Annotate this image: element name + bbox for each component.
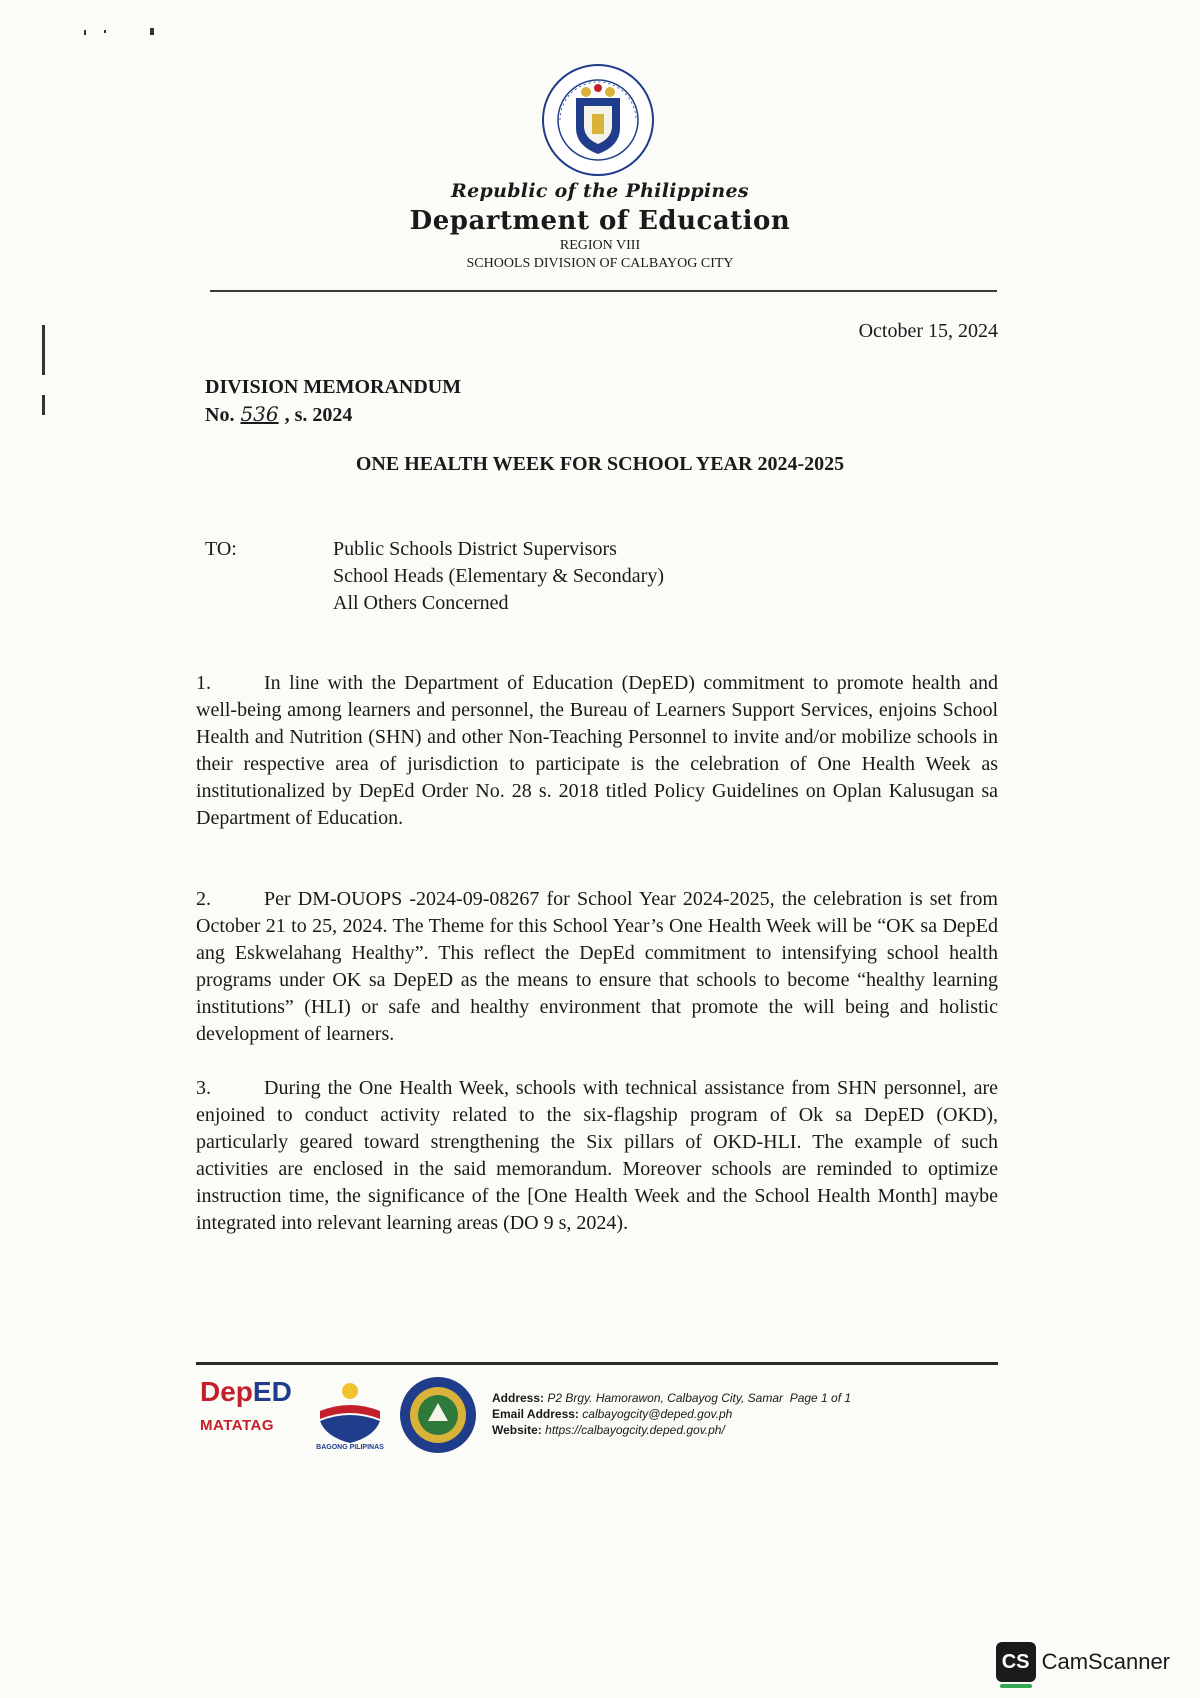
memo-subject: ONE HEALTH WEEK FOR SCHOOL YEAR 2024-2025 bbox=[355, 453, 845, 475]
memo-date: October 15, 2024 bbox=[858, 320, 998, 342]
department-title: Department of Education bbox=[409, 206, 791, 236]
footer-website-line bbox=[492, 1422, 851, 1438]
recipient-item: Public Schools District Supervisors bbox=[333, 538, 617, 560]
footer-logos bbox=[200, 1375, 480, 1455]
matatag-wordmark: MATATAG bbox=[200, 1417, 275, 1434]
paragraph-1 bbox=[196, 670, 998, 832]
footer-address-line bbox=[492, 1390, 851, 1406]
page-indicator: Page 1 of 1 bbox=[789, 1391, 852, 1405]
address-label: Address: bbox=[492, 1391, 545, 1405]
recipient-item: All Others Concerned bbox=[333, 592, 509, 614]
deped-wordmark bbox=[200, 1377, 292, 1407]
footer-divider bbox=[196, 1362, 998, 1365]
deped-ed: ED bbox=[252, 1376, 292, 1407]
memo-no-prefix: No. bbox=[205, 404, 235, 426]
memo-number-line bbox=[205, 402, 352, 427]
header-divider bbox=[210, 290, 997, 292]
scan-speck bbox=[104, 30, 106, 33]
deped-seal-icon bbox=[540, 62, 656, 178]
memo-series: , s. 2024 bbox=[284, 404, 353, 426]
to-label: TO: bbox=[205, 538, 237, 560]
footer-email-line bbox=[492, 1406, 851, 1422]
bagong-pilipinas-label: BAGONG PILIPINAS bbox=[316, 1444, 384, 1451]
recipient-item: School Heads (Elementary & Secondary) bbox=[333, 565, 665, 587]
memo-title: DIVISION MEMORANDUM bbox=[205, 376, 462, 398]
paragraph-2 bbox=[196, 886, 998, 1048]
website-label: Website: bbox=[492, 1423, 542, 1437]
recipient-list bbox=[333, 536, 664, 617]
paragraph-number: 3. bbox=[196, 1077, 211, 1099]
camscanner-label: CamScanner bbox=[1041, 1649, 1170, 1674]
camscanner-watermark bbox=[996, 1642, 1170, 1682]
division-line: SCHOOLS DIVISION OF CALBAYOG CITY bbox=[466, 256, 734, 271]
bagong-pilipinas-icon bbox=[310, 1375, 390, 1455]
camscanner-icon: CS bbox=[996, 1642, 1036, 1682]
division-seal-icon bbox=[398, 1375, 478, 1455]
address-value: P2 Brgy. Hamorawon, Calbayog City, Samar bbox=[547, 1391, 784, 1405]
email-label: Email Address: bbox=[492, 1407, 579, 1421]
scan-speck bbox=[42, 395, 45, 415]
paragraph-text: Per DM-OUOPS -2024-09-08267 for School Year 2024-2025, the celebration is set from October 21 to 25, 2024. The Theme for this School Year’s One Health Week will be “OK sa DepEd ang Eskwelahang Healthy”. This reflect the DepEd commitment to intensifying school health programs under OK sa DepED as the means to ensure that schools to become “healthy learning institutions” (HLI) or safe and healthy environment that promote the will being and holistic development of learners. bbox=[196, 888, 998, 1045]
scan-speck bbox=[84, 30, 86, 35]
letterhead bbox=[210, 180, 990, 272]
deped-matatag-logo bbox=[200, 1377, 292, 1449]
website-value: https://calbayogcity.deped.gov.ph/ bbox=[545, 1423, 725, 1437]
memo-number: 536 bbox=[240, 402, 279, 426]
paragraph-number: 2. bbox=[196, 888, 211, 910]
paragraph-3 bbox=[196, 1075, 998, 1237]
footer-contact bbox=[492, 1390, 851, 1438]
email-value: calbayogcity@deped.gov.ph bbox=[582, 1407, 733, 1421]
scan-speck bbox=[150, 28, 154, 35]
republic-line: Republic of the Philippines bbox=[451, 180, 749, 202]
region-line: REGION VIII bbox=[559, 238, 641, 253]
paragraph-text: During the One Health Week, schools with technical assistance from SHN personnel, are enjoined to conduct activity related to the six-flagship program of Ok sa DepED (OKD), particularly geared toward strengthening the Six pillars of OKD-HLI. The example of such activities are enclosed in the said memorandum. Moreover schools are reminded to optimize instruction time, the significance of the [One Health Week and the School Health Month] maybe integrated into relevant learning areas (DO 9 s, 2024). bbox=[196, 1077, 998, 1234]
paragraph-number: 1. bbox=[196, 672, 211, 694]
deped-dep: Dep bbox=[200, 1376, 253, 1407]
paragraph-text: In line with the Department of Education (DepED) commitment to promote health and well-being among learners and personnel, the Bureau of Learners Support Services, enjoins School Health and Nutrition (SHN) and other Non-Teaching Personnel to invite and/or mobilize schools in their respective area of jurisdiction to participate is the celebration of One Health Week as institutionalized by DepEd Order No. 28 s. 2018 titled Policy Guidelines on Oplan Kalusugan sa Department of Education. bbox=[196, 672, 998, 829]
scan-speck bbox=[42, 325, 45, 375]
